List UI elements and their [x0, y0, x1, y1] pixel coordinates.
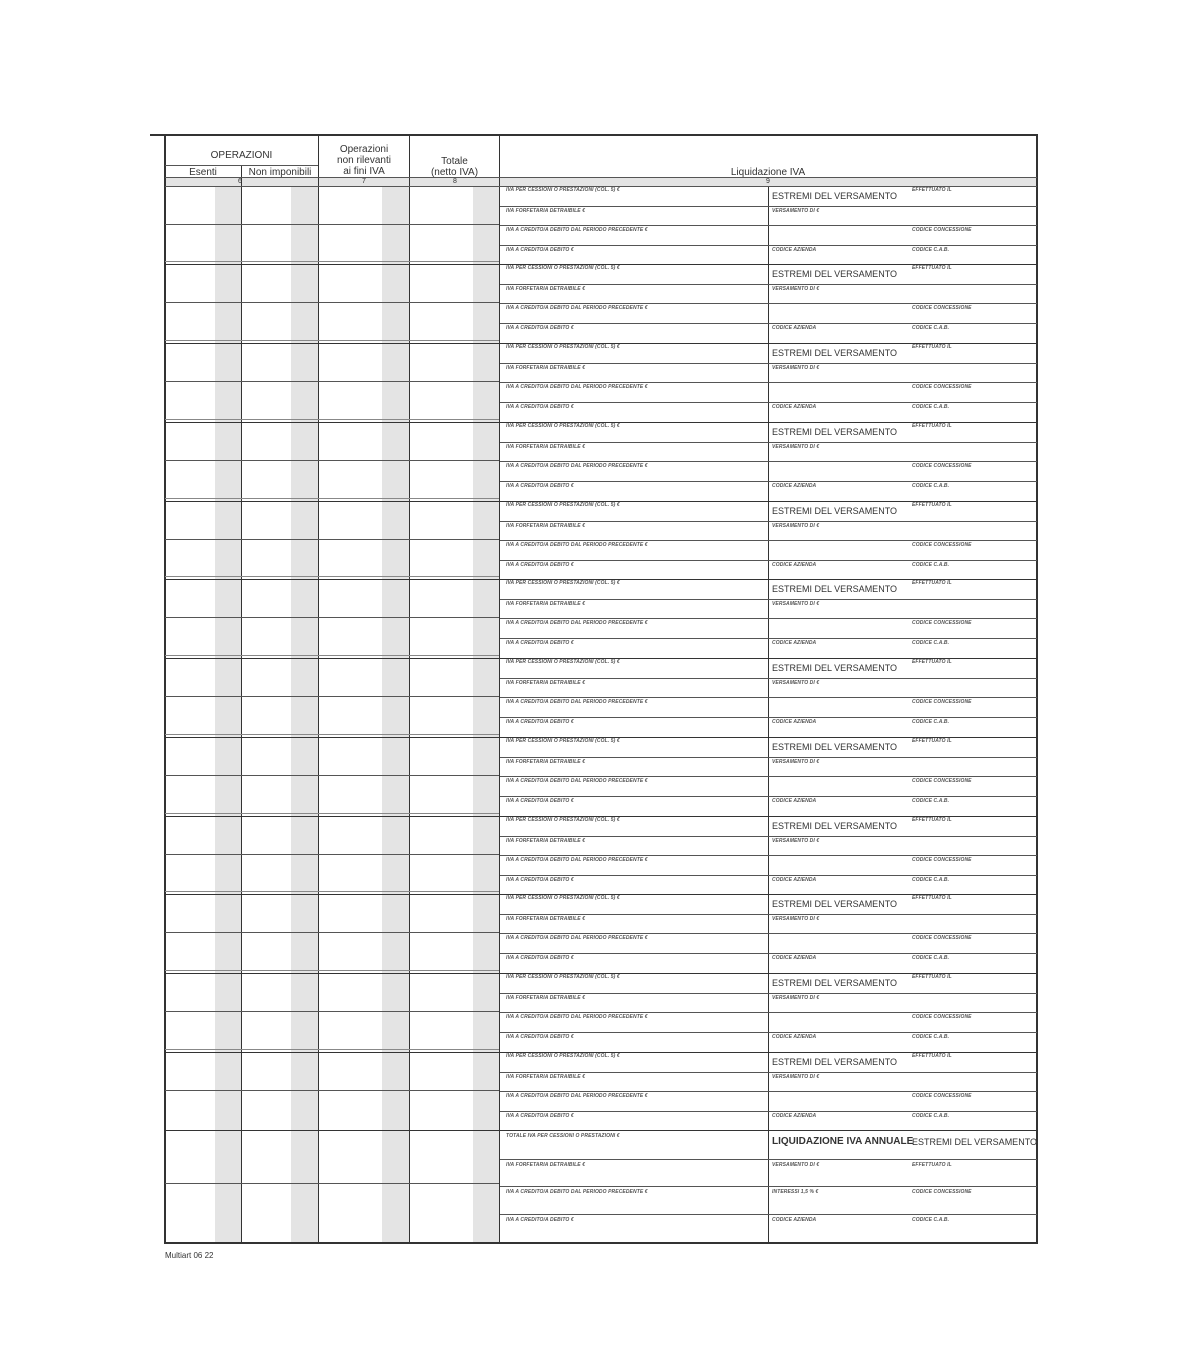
label-effettuato: EFFETTUATO IL — [912, 187, 952, 193]
label-iva-credito-precedente: IVA A CREDITO/A DEBITO DAL PERIODO PRECEDENTE € — [506, 1014, 648, 1021]
label-codice-concessione: CODICE CONCESSIONE — [912, 620, 972, 627]
block-line-3 — [500, 717, 1037, 718]
label-iva-credito: IVA A CREDITO/A DEBITO € — [506, 325, 574, 332]
label-estremi: ESTREMI DEL VERSAMENTO — [772, 742, 898, 752]
label-codice-concessione: CODICE CONCESSIONE — [912, 1093, 972, 1100]
label-iva-credito: IVA A CREDITO/A DEBITO € — [506, 640, 574, 647]
label-iva-forfetaria: IVA FORFETARIA DETRAIBILE € — [506, 285, 586, 292]
label-versamento: VERSAMENTO DI € — [772, 837, 820, 844]
block-line-1 — [500, 757, 1037, 758]
block-left-mid-line — [165, 460, 499, 461]
block-separator-double — [165, 734, 499, 735]
label-versamento: VERSAMENTO DI € — [772, 915, 820, 922]
label-codice-concessione: CODICE CONCESSIONE — [912, 305, 972, 312]
label-iva-credito: IVA A CREDITO/A DEBITO € — [506, 483, 574, 490]
annual-interessi: INTERESSI 1,5 % € — [772, 1189, 819, 1195]
label-versamento: VERSAMENTO DI € — [772, 285, 820, 292]
label-iva-credito: IVA A CREDITO/A DEBITO € — [506, 798, 574, 805]
label-codice-azienda: CODICE AZIENDA — [772, 955, 817, 962]
col-number-7: 7 — [362, 178, 366, 185]
annual-effettuato: EFFETTUATO IL — [912, 1162, 952, 1168]
label-codice-azienda: CODICE AZIENDA — [772, 877, 817, 884]
block-separator-double — [165, 813, 499, 814]
label-codice-cab: CODICE C.A.B. — [912, 1034, 950, 1041]
block-line-1 — [500, 678, 1037, 679]
col-divider-totale — [499, 134, 500, 1244]
annual-versamento: VERSAMENTO DI € — [772, 1162, 820, 1168]
annual-iva-forfetaria: IVA FORFETARIA DETRAIBILE € — [506, 1162, 586, 1168]
annual-liquidazione-title: LIQUIDAZIONE IVA ANNUALE — [772, 1136, 914, 1147]
label-iva-credito: IVA A CREDITO/A DEBITO € — [506, 404, 574, 411]
label-codice-azienda: CODICE AZIENDA — [772, 404, 817, 411]
label-iva-cessioni: IVA PER CESSIONI O PRESTAZIONI (COL. 5) € — [506, 659, 620, 665]
label-estremi: ESTREMI DEL VERSAMENTO — [772, 427, 898, 437]
block-separator-double — [165, 1049, 499, 1050]
label-versamento: VERSAMENTO DI € — [772, 679, 820, 686]
label-effettuato: EFFETTUATO IL — [912, 974, 952, 980]
label-codice-concessione: CODICE CONCESSIONE — [912, 857, 972, 864]
block-left-mid-line — [165, 1090, 499, 1091]
block-separator-double — [165, 419, 499, 420]
label-codice-concessione: CODICE CONCESSIONE — [912, 1014, 972, 1021]
block-line-3 — [500, 402, 1037, 403]
label-iva-cessioni: IVA PER CESSIONI O PRESTAZIONI (COL. 5) € — [506, 423, 620, 429]
label-codice-concessione: CODICE CONCESSIONE — [912, 463, 972, 470]
annual-iva-credito-precedente: IVA A CREDITO/A DEBITO DAL PERIODO PRECEDENTE € — [506, 1189, 648, 1195]
block-line-1 — [500, 284, 1037, 285]
label-codice-azienda: CODICE AZIENDA — [772, 325, 817, 332]
label-iva-forfetaria: IVA FORFETARIA DETRAIBILE € — [506, 837, 586, 844]
label-iva-forfetaria: IVA FORFETARIA DETRAIBILE € — [506, 994, 586, 1001]
label-codice-cab: CODICE C.A.B. — [912, 955, 950, 962]
block-line-1 — [500, 521, 1037, 522]
label-iva-cessioni: IVA PER CESSIONI O PRESTAZIONI (COL. 5) € — [506, 580, 620, 586]
label-codice-cab: CODICE C.A.B. — [912, 247, 950, 254]
block-line-1 — [500, 599, 1037, 600]
block-left-mid-line — [165, 617, 499, 618]
label-iva-forfetaria: IVA FORFETARIA DETRAIBILE € — [506, 207, 586, 214]
label-effettuato: EFFETTUATO IL — [912, 580, 952, 586]
block-line-1 — [500, 1072, 1037, 1073]
label-estremi: ESTREMI DEL VERSAMENTO — [772, 663, 898, 673]
block-line-3 — [500, 323, 1037, 324]
block-left-mid-line — [165, 539, 499, 540]
label-estremi: ESTREMI DEL VERSAMENTO — [772, 978, 898, 988]
label-estremi: ESTREMI DEL VERSAMENTO — [772, 1057, 898, 1067]
block-left-mid-line — [165, 775, 499, 776]
label-estremi: ESTREMI DEL VERSAMENTO — [772, 584, 898, 594]
block-left-mid-line — [165, 381, 499, 382]
label-codice-cab: CODICE C.A.B. — [912, 562, 950, 569]
block-line-1 — [500, 993, 1037, 994]
block-separator-double — [165, 261, 499, 262]
label-iva-cessioni: IVA PER CESSIONI O PRESTAZIONI (COL. 5) € — [506, 974, 620, 980]
label-versamento: VERSAMENTO DI € — [772, 758, 820, 765]
label-codice-concessione: CODICE CONCESSIONE — [912, 227, 972, 234]
block-line-3 — [500, 560, 1037, 561]
block-line-2 — [500, 540, 1037, 541]
block-line-2 — [500, 1012, 1037, 1013]
label-effettuato: EFFETTUATO IL — [912, 344, 952, 350]
block-line-1 — [500, 206, 1037, 207]
label-iva-forfetaria: IVA FORFETARIA DETRAIBILE € — [506, 600, 586, 607]
label-iva-credito-precedente: IVA A CREDITO/A DEBITO DAL PERIODO PRECEDENTE € — [506, 542, 648, 549]
label-iva-forfetaria: IVA FORFETARIA DETRAIBILE € — [506, 364, 586, 371]
label-estremi: ESTREMI DEL VERSAMENTO — [772, 269, 898, 279]
annual-left-line — [165, 1183, 499, 1184]
label-codice-cab: CODICE C.A.B. — [912, 404, 950, 411]
label-codice-azienda: CODICE AZIENDA — [772, 483, 817, 490]
block-line-2 — [500, 618, 1037, 619]
col-divider-non-rilevanti — [409, 134, 410, 1244]
label-iva-credito-precedente: IVA A CREDITO/A DEBITO DAL PERIODO PRECEDENTE € — [506, 227, 648, 234]
block-line-1 — [500, 836, 1037, 837]
label-codice-concessione: CODICE CONCESSIONE — [912, 542, 972, 549]
block-separator-double — [165, 576, 499, 577]
header-line-operazioni — [165, 165, 318, 166]
label-codice-cab: CODICE C.A.B. — [912, 325, 950, 332]
col-number-6: 6 — [238, 178, 242, 185]
block-line-2 — [500, 697, 1037, 698]
label-iva-cessioni: IVA PER CESSIONI O PRESTAZIONI (COL. 5) € — [506, 265, 620, 271]
block-line-2 — [500, 382, 1037, 383]
label-codice-concessione: CODICE CONCESSIONE — [912, 699, 972, 706]
block-line-2 — [500, 303, 1037, 304]
label-codice-concessione: CODICE CONCESSIONE — [912, 778, 972, 785]
label-versamento: VERSAMENTO DI € — [772, 443, 820, 450]
label-iva-forfetaria: IVA FORFETARIA DETRAIBILE € — [506, 915, 586, 922]
label-effettuato: EFFETTUATO IL — [912, 659, 952, 665]
label-codice-azienda: CODICE AZIENDA — [772, 562, 817, 569]
label-iva-credito: IVA A CREDITO/A DEBITO € — [506, 877, 574, 884]
label-iva-credito-precedente: IVA A CREDITO/A DEBITO DAL PERIODO PRECEDENTE € — [506, 699, 648, 706]
block-line-2 — [500, 933, 1037, 934]
block-left-mid-line — [165, 854, 499, 855]
label-iva-credito: IVA A CREDITO/A DEBITO € — [506, 955, 574, 962]
annual-line-2 — [500, 1186, 1037, 1187]
label-codice-azienda: CODICE AZIENDA — [772, 1034, 817, 1041]
label-iva-cessioni: IVA PER CESSIONI O PRESTAZIONI (COL. 5) € — [506, 895, 620, 901]
block-line-3 — [500, 1111, 1037, 1112]
block-line-1 — [500, 914, 1037, 915]
label-codice-azienda: CODICE AZIENDA — [772, 719, 817, 726]
label-estremi: ESTREMI DEL VERSAMENTO — [772, 821, 898, 831]
block-line-3 — [500, 875, 1037, 876]
label-iva-cessioni: IVA PER CESSIONI O PRESTAZIONI (COL. 5) € — [506, 502, 620, 508]
label-iva-credito-precedente: IVA A CREDITO/A DEBITO DAL PERIODO PRECEDENTE € — [506, 620, 648, 627]
annual-codice-cab: CODICE C.A.B. — [912, 1217, 950, 1223]
frame-left — [164, 134, 166, 1244]
annual-line-3 — [500, 1214, 1037, 1215]
annual-top-line — [165, 1130, 1037, 1131]
annual-iva-credito: IVA A CREDITO/A DEBITO € — [506, 1217, 574, 1223]
label-effettuato: EFFETTUATO IL — [912, 895, 952, 901]
label-iva-credito-precedente: IVA A CREDITO/A DEBITO DAL PERIODO PRECEDENTE € — [506, 778, 648, 785]
block-line-3 — [500, 953, 1037, 954]
label-iva-cessioni: IVA PER CESSIONI O PRESTAZIONI (COL. 5) € — [506, 1053, 620, 1059]
label-effettuato: EFFETTUATO IL — [912, 817, 952, 823]
label-iva-credito-precedente: IVA A CREDITO/A DEBITO DAL PERIODO PRECEDENTE € — [506, 463, 648, 470]
block-left-mid-line — [165, 1011, 499, 1012]
frame-right — [1036, 134, 1038, 1244]
header-non-rilevanti: Operazioni non rilevanti ai fini IVA — [337, 144, 391, 177]
annual-codice-azienda: CODICE AZIENDA — [772, 1217, 817, 1223]
block-left-mid-line — [165, 932, 499, 933]
header-esenti: Esenti — [189, 167, 217, 178]
block-line-3 — [500, 638, 1037, 639]
block-line-2 — [500, 776, 1037, 777]
label-iva-cessioni: IVA PER CESSIONI O PRESTAZIONI (COL. 5) € — [506, 738, 620, 744]
block-line-2 — [500, 1091, 1037, 1092]
label-effettuato: EFFETTUATO IL — [912, 738, 952, 744]
label-effettuato: EFFETTUATO IL — [912, 265, 952, 271]
label-iva-credito-precedente: IVA A CREDITO/A DEBITO DAL PERIODO PRECEDENTE € — [506, 935, 648, 942]
label-iva-credito: IVA A CREDITO/A DEBITO € — [506, 562, 574, 569]
label-iva-credito: IVA A CREDITO/A DEBITO € — [506, 1113, 574, 1120]
label-versamento: VERSAMENTO DI € — [772, 207, 820, 214]
label-codice-azienda: CODICE AZIENDA — [772, 247, 817, 254]
label-codice-cab: CODICE C.A.B. — [912, 798, 950, 805]
label-codice-azienda: CODICE AZIENDA — [772, 640, 817, 647]
label-iva-credito: IVA A CREDITO/A DEBITO € — [506, 719, 574, 726]
label-effettuato: EFFETTUATO IL — [912, 423, 952, 429]
label-codice-concessione: CODICE CONCESSIONE — [912, 935, 972, 942]
header-non-imponibili: Non imponibili — [248, 167, 312, 178]
col-divider-estremi — [768, 186, 769, 1244]
block-line-3 — [500, 245, 1037, 246]
label-versamento: VERSAMENTO DI € — [772, 994, 820, 1001]
label-iva-cessioni: IVA PER CESSIONI O PRESTAZIONI (COL. 5) € — [506, 187, 620, 193]
footer-code: Multiart 06 22 — [165, 1251, 214, 1260]
block-line-2 — [500, 225, 1037, 226]
block-separator-double — [165, 970, 499, 971]
label-versamento: VERSAMENTO DI € — [772, 1073, 820, 1080]
label-estremi: ESTREMI DEL VERSAMENTO — [772, 191, 898, 201]
col-divider-esenti — [241, 166, 242, 1244]
label-iva-credito-precedente: IVA A CREDITO/A DEBITO DAL PERIODO PRECEDENTE € — [506, 857, 648, 864]
frame-bottom — [165, 1242, 1037, 1244]
label-estremi: ESTREMI DEL VERSAMENTO — [772, 348, 898, 358]
label-codice-cab: CODICE C.A.B. — [912, 719, 950, 726]
block-left-mid-line — [165, 302, 499, 303]
label-effettuato: EFFETTUATO IL — [912, 502, 952, 508]
annual-estremi: ESTREMI DEL VERSAMENTO — [912, 1137, 1038, 1147]
frame-top — [150, 134, 1037, 136]
col-divider-operazioni — [318, 134, 319, 1244]
block-separator-double — [165, 891, 499, 892]
label-versamento: VERSAMENTO DI € — [772, 600, 820, 607]
block-line-3 — [500, 796, 1037, 797]
block-separator-double — [165, 655, 499, 656]
col-number-9: 9 — [766, 178, 770, 185]
label-iva-forfetaria: IVA FORFETARIA DETRAIBILE € — [506, 443, 586, 450]
col-number-8: 8 — [453, 178, 457, 185]
header-totale: Totale (netto IVA) — [430, 156, 479, 178]
label-codice-cab: CODICE C.A.B. — [912, 640, 950, 647]
block-line-1 — [500, 442, 1037, 443]
label-iva-credito: IVA A CREDITO/A DEBITO € — [506, 1034, 574, 1041]
block-line-2 — [500, 855, 1037, 856]
label-codice-azienda: CODICE AZIENDA — [772, 798, 817, 805]
header-liquidazione: Liquidazione IVA — [730, 167, 806, 178]
label-estremi: ESTREMI DEL VERSAMENTO — [772, 506, 898, 516]
shade-number-row — [165, 178, 1037, 186]
label-iva-credito-precedente: IVA A CREDITO/A DEBITO DAL PERIODO PRECEDENTE € — [506, 384, 648, 391]
label-iva-credito-precedente: IVA A CREDITO/A DEBITO DAL PERIODO PRECEDENTE € — [506, 1093, 648, 1100]
label-iva-forfetaria: IVA FORFETARIA DETRAIBILE € — [506, 758, 586, 765]
label-codice-azienda: CODICE AZIENDA — [772, 1113, 817, 1120]
label-versamento: VERSAMENTO DI € — [772, 364, 820, 371]
annual-codice-concessione: CODICE CONCESSIONE — [912, 1189, 972, 1195]
label-estremi: ESTREMI DEL VERSAMENTO — [772, 899, 898, 909]
label-codice-cab: CODICE C.A.B. — [912, 483, 950, 490]
block-separator-double — [165, 340, 499, 341]
block-left-mid-line — [165, 224, 499, 225]
label-iva-forfetaria: IVA FORFETARIA DETRAIBILE € — [506, 679, 586, 686]
label-iva-forfetaria: IVA FORFETARIA DETRAIBILE € — [506, 1073, 586, 1080]
annual-totale-iva: TOTALE IVA PER CESSIONI O PRESTAZIONI € — [506, 1133, 620, 1139]
label-iva-forfetaria: IVA FORFETARIA DETRAIBILE € — [506, 522, 586, 529]
label-codice-cab: CODICE C.A.B. — [912, 877, 950, 884]
block-line-1 — [500, 363, 1037, 364]
annual-line-1 — [500, 1159, 1037, 1160]
block-line-3 — [500, 1032, 1037, 1033]
label-iva-cessioni: IVA PER CESSIONI O PRESTAZIONI (COL. 5) € — [506, 344, 620, 350]
label-codice-cab: CODICE C.A.B. — [912, 1113, 950, 1120]
label-versamento: VERSAMENTO DI € — [772, 522, 820, 529]
label-iva-cessioni: IVA PER CESSIONI O PRESTAZIONI (COL. 5) € — [506, 817, 620, 823]
block-line-3 — [500, 481, 1037, 482]
block-left-mid-line — [165, 696, 499, 697]
block-line-2 — [500, 461, 1037, 462]
header-operazioni: OPERAZIONI — [210, 150, 273, 161]
label-iva-credito-precedente: IVA A CREDITO/A DEBITO DAL PERIODO PRECEDENTE € — [506, 305, 648, 312]
label-codice-concessione: CODICE CONCESSIONE — [912, 384, 972, 391]
label-iva-credito: IVA A CREDITO/A DEBITO € — [506, 247, 574, 254]
label-effettuato: EFFETTUATO IL — [912, 1053, 952, 1059]
block-separator-double — [165, 498, 499, 499]
